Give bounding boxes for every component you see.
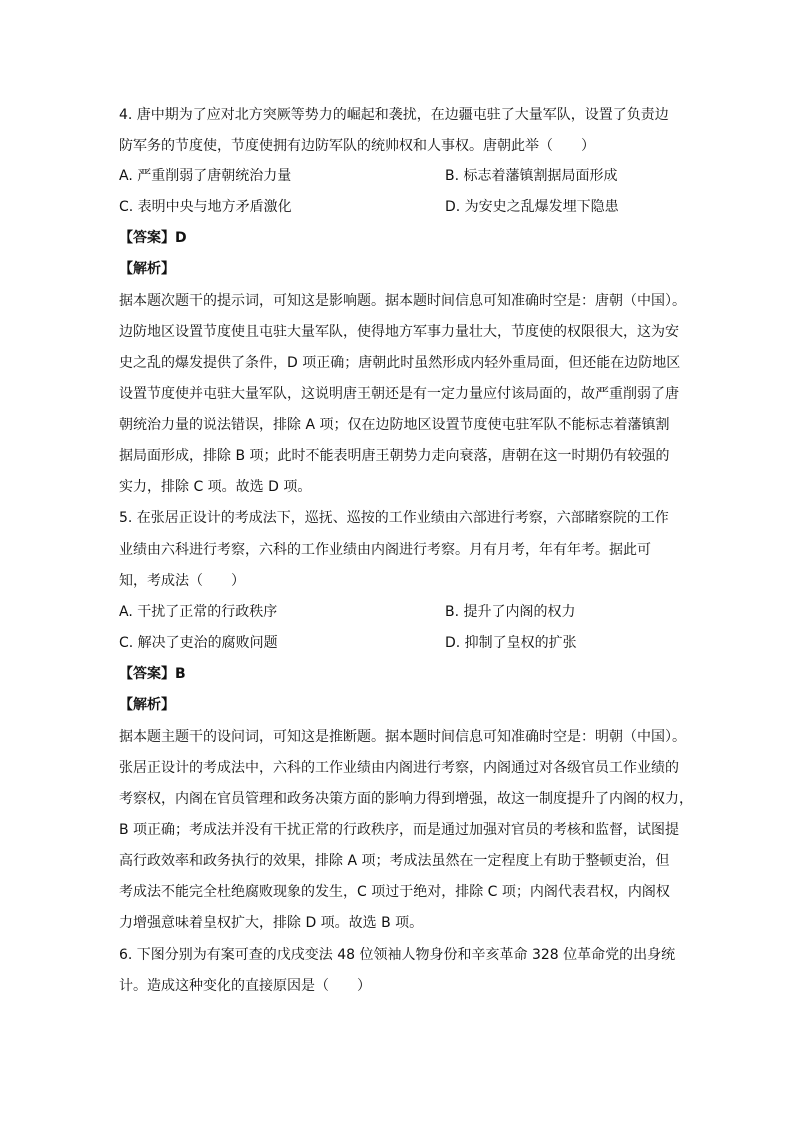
q4-option-b: B. 标志着藩镇割据局面形成 xyxy=(445,168,618,184)
q5-analysis-line: 高行政效率和政务执行的效果，排除 A 项；考成法虽然在一定程度上有助于整顿吏治，但 xyxy=(119,853,670,869)
q5-answer: 【答案】B xyxy=(119,666,186,682)
q4-option-a: A. 严重削弱了唐朝统治力量 xyxy=(119,168,292,184)
q4-stem-line-2: 防军务的节度使，节度使拥有边防军队的统帅权和人事权。唐朝此举（ ） xyxy=(119,138,595,154)
q4-stem-line-1: 4. 唐中期为了应对北方突厥等势力的崛起和袭扰，在边疆屯驻了大量军队，设置了负责边 xyxy=(119,107,669,123)
q5-analysis-line: 考察权，内阁在官员管理和政务决策方面的影响力得到增强，故这一制度提升了内阁的权力， xyxy=(119,791,693,807)
q5-analysis-line: 据本题主题干的设问词，可知这是推断题。据本题时间信息可知准确时空是：明朝（中国）。 xyxy=(119,729,686,745)
q5-stem-line-2: 业绩由六科进行考察，六科的工作业绩由内阁进行考察。月有月考，年有年考。据此可 xyxy=(119,542,651,558)
q5-analysis-line: B 项正确；考成法并没有干扰正常的行政秩序，而是通过加强对官员的考核和监督，试图提 xyxy=(119,822,680,838)
q5-option-b: B. 提升了内阁的权力 xyxy=(445,604,576,620)
q5-option-a: A. 干扰了正常的行政秩序 xyxy=(119,604,278,620)
q5-stem-line-3: 知，考成法（ ） xyxy=(119,573,245,589)
q4-analysis-line: 史之乱的爆发提供了条件，D 项正确；唐朝此时虽然形成内轻外重局面，但还能在边防地区 xyxy=(119,355,681,371)
q4-analysis-line: 设置节度使并屯驻大量军队，这说明唐王朝还是有一定力量应付该局面的，故严重削弱了唐 xyxy=(119,386,679,402)
q4-analysis-line: 边防地区设置节度使且屯驻大量军队，使得地方军事力量壮大，节度使的权限很大，这为安 xyxy=(119,324,679,340)
q5-analysis-line: 力增强意味着皇权扩大，排除 D 项。故选 B 项。 xyxy=(119,915,424,931)
q5-option-d: D. 抑制了皇权的扩张 xyxy=(445,635,577,651)
q4-analysis-line: 据本题次题干的提示词，可知这是影响题。据本题时间信息可知准确时空是：唐朝（中国）。 xyxy=(119,293,686,309)
q5-stem-line-1: 5. 在张居正设计的考成法下，巡抚、巡按的工作业绩由六部进行考察，六部睹察院的工作 xyxy=(119,510,669,526)
q4-option-d: D. 为安史之乱爆发埋下隐患 xyxy=(445,199,619,215)
q5-analysis-line: 张居正设计的考成法中，六科的工作业绩由内阁进行考察，内阁通过对各级官员工作业绩的 xyxy=(119,760,679,776)
q4-answer: 【答案】D xyxy=(119,230,187,246)
q5-option-c: C. 解决了吏治的腐败问题 xyxy=(119,635,278,651)
q4-analysis-line: 朝统治力量的说法错误，排除 A 项；仅在边防地区设置节度使屯驻军队不能标志着藩镇割 xyxy=(119,417,670,433)
q4-analysis-line: 实力，排除 C 项。故选 D 项。 xyxy=(119,479,312,495)
q6-stem-line-2: 计。造成这种变化的直接原因是（ ） xyxy=(119,978,371,994)
q4-analysis-line: 据局面形成，排除 B 项；此时不能表明唐王朝势力走向衰落，唐朝在这一时期仍有较强的 xyxy=(119,448,670,464)
q6-stem-line-1: 6. 下图分别为有案可查的戊戌变法 48 位领袖人物身份和辛亥革命 328 位革命党的出身统 xyxy=(119,947,676,963)
q5-analysis-line: 考成法不能完全杜绝腐败现象的发生，C 项过于绝对，排除 C 项；内阁代表君权，内阁权 xyxy=(119,884,670,900)
q4-option-c: C. 表明中央与地方矛盾激化 xyxy=(119,199,292,215)
q5-analysis-title: 【解析】 xyxy=(119,697,175,713)
q4-analysis-title: 【解析】 xyxy=(119,261,175,277)
